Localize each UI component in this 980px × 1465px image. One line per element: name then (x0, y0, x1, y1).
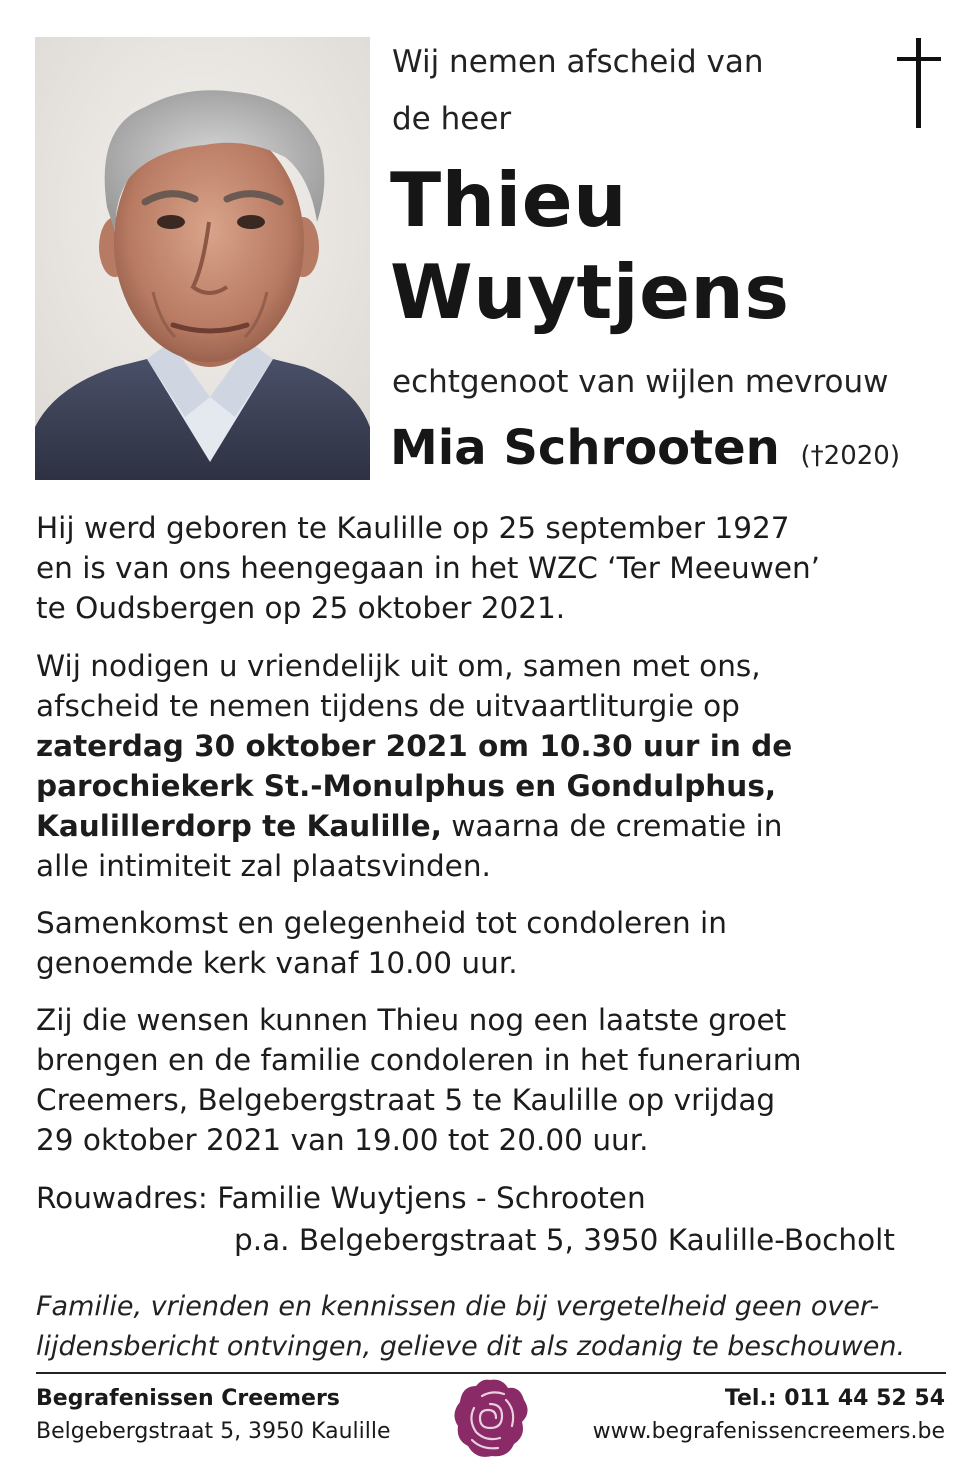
spouse-name: Mia Schrooten (390, 420, 780, 476)
gathering-paragraph (36, 903, 956, 983)
paragraph-line (36, 806, 956, 846)
funeral-home-website[interactable]: www.begrafenissencreemers.be (592, 1419, 945, 1444)
portrait-photo (35, 37, 370, 480)
paragraph-line: Hij werd geboren te Kaulille op 25 september 1927 (36, 511, 790, 545)
cross-icon (897, 38, 941, 128)
service-paragraph (36, 646, 956, 886)
notice-line: Familie, vrienden en kennissen die bij vergetelheid geen over- (36, 1291, 880, 1322)
spouse-death-note: (†2020) (800, 441, 900, 471)
address-row (36, 1177, 895, 1219)
cremation-text: waarna de crematie in (441, 809, 783, 843)
spouse-intro: echtgenoot van wijlen mevrouw (392, 364, 889, 400)
address-line-2: p.a. Belgebergstraat 5, 3950 Kaulille-Bocholt (234, 1223, 895, 1257)
funeral-home-name: Begrafenissen Creemers (36, 1386, 340, 1411)
address-label: Rouwadres: (36, 1181, 208, 1215)
footer-divider (36, 1372, 946, 1374)
funeral-home-address: Belgebergstraat 5, 3950 Kaulille (36, 1419, 391, 1444)
paragraph-line: 29 oktober 2021 van 19.00 tot 20.00 uur. (36, 1123, 649, 1157)
intro-line-1: Wij nemen afscheid van (392, 44, 764, 80)
service-location: Kaulillerdorp te Kaulille, (36, 809, 442, 843)
funeral-home-phone: Tel.: 011 44 52 54 (724, 1386, 945, 1411)
paragraph-line: alle intimiteit zal plaatsvinden. (36, 849, 491, 883)
paragraph-line: brengen en de familie condoleren in het funerarium (36, 1043, 802, 1077)
address-line-1: Familie Wuytjens - Schrooten (217, 1181, 646, 1215)
paragraph-line: en is van ons heengegaan in het WZC ‘Ter Meeuwen’ (36, 551, 821, 585)
birth-death-paragraph (36, 508, 956, 628)
paragraph-line: Creemers, Belgebergstraat 5 te Kaulille op vrijdag (36, 1083, 776, 1117)
paragraph-line: genoemde kerk vanaf 10.00 uur. (36, 946, 518, 980)
deceased-first-name: Thieu (390, 156, 628, 244)
notice-text (36, 1287, 948, 1367)
paragraph-line: afscheid te nemen tijdens de uitvaartliturgie op (36, 689, 740, 723)
spouse-line (390, 418, 900, 486)
paragraph-line: Zij die wensen kunnen Thieu nog een laatste groet (36, 1003, 787, 1037)
intro-line-2: de heer (392, 101, 512, 137)
paragraph-line: Samenkomst en gelegenheid tot condoleren in (36, 906, 727, 940)
paragraph-line: te Oudsbergen op 25 oktober 2021. (36, 591, 566, 625)
deceased-last-name: Wuytjens (390, 248, 790, 336)
notice-line: lijdensbericht ontvingen, gelieve dit als zodanig te beschouwen. (36, 1331, 906, 1362)
portrait-illustration (35, 37, 370, 480)
service-datetime: zaterdag 30 oktober 2021 om 10.30 uur in de (36, 729, 793, 763)
visitation-paragraph (36, 1000, 956, 1160)
rose-logo-icon (452, 1378, 528, 1460)
mourning-address (36, 1177, 895, 1261)
paragraph-line: Wij nodigen u vriendelijk uit om, samen met ons, (36, 649, 761, 683)
service-church: parochiekerk St.-Monulphus en Gondulphus, (36, 769, 777, 803)
